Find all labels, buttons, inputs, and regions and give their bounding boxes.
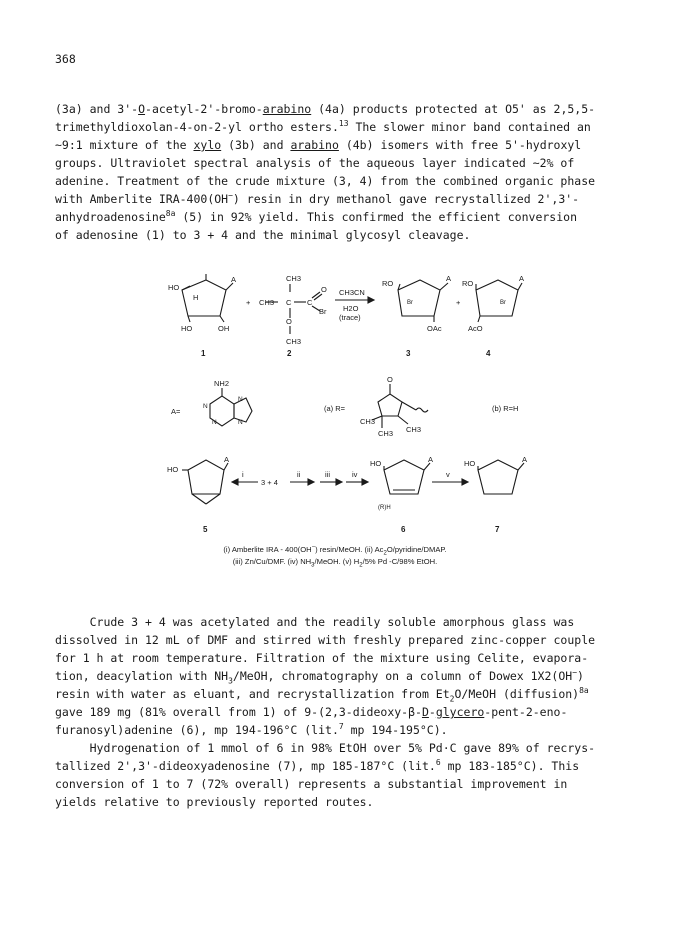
label-o: O bbox=[321, 285, 327, 294]
label-n: N bbox=[238, 396, 243, 403]
step-label-iii: iii bbox=[325, 470, 330, 479]
label-h: H bbox=[193, 293, 199, 302]
label-ho: HO bbox=[181, 324, 193, 333]
text-line: trimethyldioxolan-4-on-2-yl ortho esters.$^{13}$ The slower minor band contained an bbox=[55, 119, 591, 134]
paragraph-2 bbox=[55, 613, 635, 739]
label-br: Br bbox=[500, 300, 506, 306]
label-ch3: CH3 bbox=[259, 298, 275, 307]
label-3-plus-4: 3 + 4 bbox=[261, 478, 278, 487]
scheme-caption bbox=[155, 544, 515, 568]
text-line: (3a) and 3'-O-acetyl-2'-bromo-arabino (4a) products protected at O5' as 2,5,5- bbox=[55, 102, 596, 116]
text-line: groups. Ultraviolet spectral analysis of the aqueous layer indicated ~2% of bbox=[55, 156, 575, 170]
label-o: O bbox=[387, 375, 393, 384]
step-label-iv: iv bbox=[352, 470, 358, 479]
text-line: Hydrogenation of 1 mmol of 6 in 98% EtOH over 5% Pd·C gave 89% of recrys- bbox=[55, 741, 596, 755]
label-n: N bbox=[203, 403, 208, 410]
label-ho: HO bbox=[370, 459, 382, 468]
compound-number-6: 6 bbox=[401, 525, 406, 534]
label-o: O bbox=[286, 317, 292, 326]
text-line: with Amberlite IRA-400(OH−) resin in dry methanol gave recrystallized 2',3'- bbox=[55, 191, 580, 206]
text-line: tallized 2',3'-dideoxyadenosine (7), mp 185-187°C (lit.$^6$ mp 183-185°C). This bbox=[55, 758, 580, 773]
reference-superscript: 8a bbox=[579, 686, 589, 696]
label-a: A bbox=[224, 455, 230, 464]
page-number: 368 bbox=[55, 52, 76, 66]
caption-line: (iii) Zn/Cu/DMF. (iv) $NH_3$/MeOH. (v) $H_2/5\%$ Pd -C/98% EtOH. bbox=[232, 557, 438, 569]
label-plus: + bbox=[456, 298, 461, 307]
label-ch3: CH3 bbox=[286, 274, 302, 283]
label-ch3: CH3 bbox=[360, 417, 376, 426]
label-ch3: CH3 bbox=[378, 429, 394, 438]
furanose-ring-4 bbox=[476, 280, 518, 316]
label-ho: HO bbox=[464, 459, 476, 468]
caption-line: (i) Amberlite IRA - 400(OH−) resin/MeOH. (ii) $Ac_2O/pyridine$/DMAP. bbox=[223, 544, 447, 557]
label-a: A bbox=[231, 275, 237, 284]
reagent-h2o: H2O bbox=[343, 304, 359, 313]
text-line: adenine. Treatment of the crude mixture (3, 4) from the combined organic phase bbox=[55, 174, 596, 188]
furanose-ring-3 bbox=[398, 280, 440, 316]
furanose-ring-1 bbox=[182, 280, 226, 316]
option-a-label: (a) R= bbox=[324, 404, 346, 413]
label-a: A bbox=[519, 274, 525, 283]
label-aco: AcO bbox=[468, 324, 483, 333]
label-oh: OH bbox=[218, 324, 230, 333]
label-a: A bbox=[428, 455, 434, 464]
furanose-ring-7 bbox=[478, 460, 518, 494]
text-line: of adenosine (1) to 3 + 4 and the minimal glycosyl cleavage. bbox=[55, 228, 471, 242]
label-plus: + bbox=[246, 298, 251, 307]
label-c: C bbox=[286, 298, 292, 307]
adenine-pyrimidine-ring bbox=[210, 396, 234, 426]
label-nh2: NH2 bbox=[214, 379, 230, 388]
text-line: tion, deacylation with $NH_3$/MeOH, chromatography on a column of Dowex 1X2(OH−) bbox=[55, 668, 584, 686]
label-br: Br bbox=[319, 307, 327, 316]
label-ro: RO bbox=[462, 279, 474, 288]
text-line: furanosyl)adenine (6), mp 194-196°C (lit.$^7$ mp 194-195°C). bbox=[55, 722, 448, 737]
adenine-imidazole-ring bbox=[234, 398, 252, 422]
label-ro: RO bbox=[382, 279, 394, 288]
label-br: Br bbox=[407, 300, 413, 306]
step-label-v: v bbox=[446, 470, 450, 479]
compound-number-2: 2 bbox=[287, 349, 292, 358]
compound-number-1: 1 bbox=[201, 349, 206, 358]
compound-number-3: 3 bbox=[406, 349, 411, 358]
label-ho: HO bbox=[168, 283, 180, 292]
label-a-eq: A= bbox=[171, 407, 181, 416]
text-line: dissolved in 12 mL of DMF and stirred with freshly prepared zinc-copper couple bbox=[55, 633, 596, 647]
label-oac: OAc bbox=[427, 324, 442, 333]
reagent-ch3cn: CH3CN bbox=[339, 288, 365, 297]
label-ch3: CH3 bbox=[286, 337, 302, 346]
reference-superscript: 13 bbox=[338, 119, 349, 129]
label-ho: HO bbox=[167, 465, 179, 474]
option-b-label: (b) R=H bbox=[492, 404, 519, 413]
label-a: A bbox=[522, 455, 528, 464]
text-line: Crude 3 + 4 was acetylated and the readily soluble amorphous glass was bbox=[55, 615, 575, 629]
paragraph-3 bbox=[55, 739, 635, 811]
reagent-trace: (trace) bbox=[339, 313, 361, 322]
label-c: C bbox=[307, 298, 313, 307]
label-ch3: CH3 bbox=[406, 425, 422, 434]
label-r-h: (R)H bbox=[378, 505, 391, 511]
text-line: for 1 h at room temperature. Filtration of the mixture using Celite, evapora- bbox=[55, 651, 589, 665]
compound-number-4: 4 bbox=[486, 349, 491, 358]
paragraph-1 bbox=[55, 100, 635, 244]
text-line: anhydroadenosine$^{8a}$ (5) in 92% yield. This confirmed the efficient conversion bbox=[55, 209, 577, 224]
furanose-ring-6 bbox=[384, 460, 424, 494]
text-line: yields relative to previously reported routes. bbox=[55, 795, 374, 809]
step-label-i: i bbox=[242, 470, 244, 479]
label-a: A bbox=[446, 274, 452, 283]
reference-superscript: 7 bbox=[338, 722, 344, 732]
text-line: resin with water as eluant, and recrystallization from $Et_2O$/MeOH (diffusion)$^{8a}$ bbox=[55, 686, 589, 704]
text-line: ~9:1 mixture of the xylo (3b) and arabino (4b) isomers with free 5'-hydroxyl bbox=[55, 138, 582, 152]
label-n: N bbox=[238, 419, 243, 426]
reference-superscript: 6 bbox=[435, 758, 441, 768]
compound-number-5: 5 bbox=[203, 525, 208, 534]
step-label-ii: ii bbox=[297, 470, 301, 479]
dioxolanone-ring bbox=[378, 394, 402, 416]
label-n: N bbox=[212, 419, 217, 426]
text-line: conversion of 1 to 7 (72% overall) represents a substantial improvement in bbox=[55, 777, 568, 791]
text-line: gave 189 mg (81% overall from 1) of 9-(2,3-dideoxy-β-D-glycero-pent-2-eno- bbox=[55, 705, 568, 719]
compound-number-7: 7 bbox=[495, 525, 500, 534]
reference-superscript: 8a bbox=[165, 209, 176, 219]
furanose-ring-5 bbox=[188, 460, 224, 494]
